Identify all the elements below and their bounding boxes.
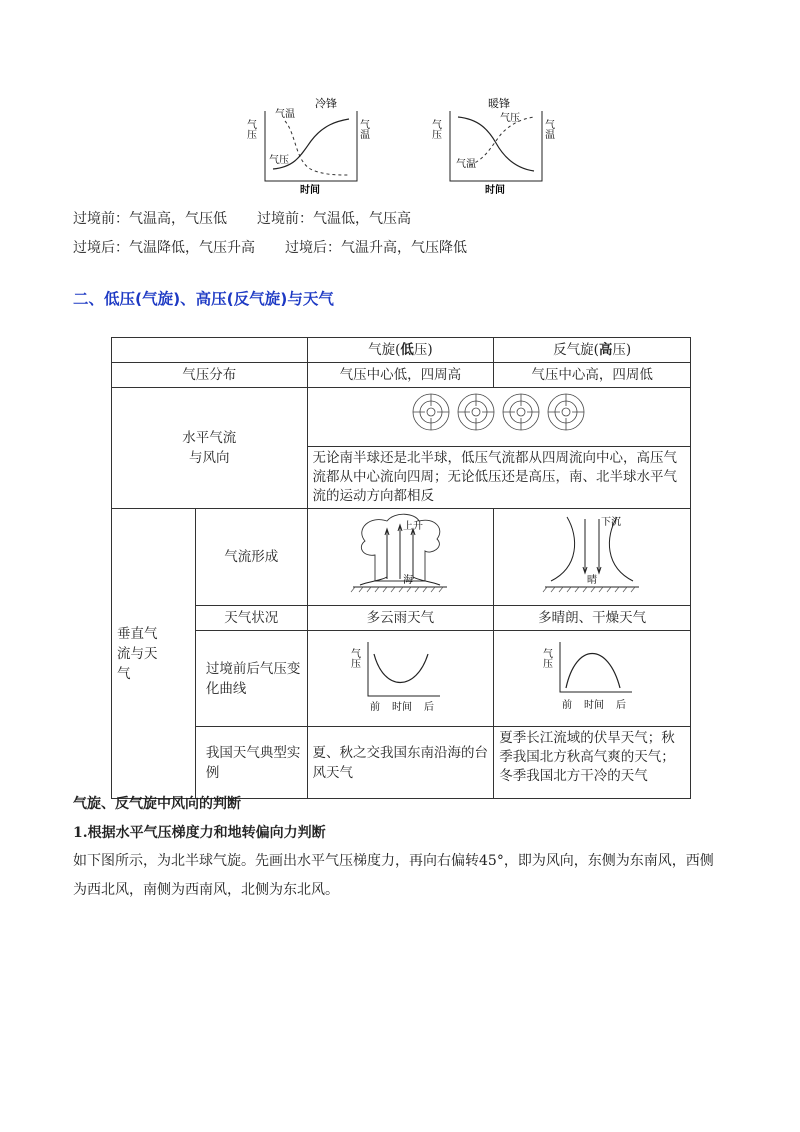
airflow-label: 气流形成 (195, 509, 307, 606)
downdraft-diagram (537, 511, 647, 597)
header-cyclone: 气旋(低压) (307, 338, 494, 363)
cloud-shape (362, 514, 440, 581)
warm-pressure-label: 气压 (500, 113, 520, 124)
curve-axis-cyclone: 气压 (348, 647, 360, 668)
anticyclone-pressure-curve (542, 636, 642, 716)
curve-label: 过境前后气压变化曲线 (195, 631, 307, 727)
judge-body-line-1: 如下图所示，为北半球气旋。先画出水平气压梯度力，再向右偏转45°，即为风向，东侧为东南风，西侧 (73, 853, 714, 869)
airflow-sea-text: 海 (403, 575, 414, 586)
horizontal-flow-text: 无论南半球还是北半球，低压气流都从四周流向中心，高压气流都从中心流向四周；无论低压还是高压，南、北半球水平气流的运动方向都相反 (307, 447, 690, 509)
example-anticyclone: 夏季长江流域的伏旱天气；秋季我国北方秋高气爽的天气；冬季我国北方干冷的天气 (494, 727, 691, 799)
passage-line-1b: 过境前：气温低，气压高 (257, 211, 411, 227)
curve-x-time: 时间 (392, 701, 413, 713)
vertical-label: 垂直气流与天气 (112, 509, 196, 799)
updraft-diagram (345, 511, 455, 597)
warm-temp-label: 气温 (456, 159, 476, 170)
row-pressure-anticyclone: 气压中心高，四周低 (494, 363, 691, 388)
row-pressure-label: 气压分布 (112, 363, 308, 388)
airflow-down-text: 下沉 (601, 517, 622, 528)
judge-title: 气旋、反气旋中风向的判断 (73, 796, 241, 812)
weather-cyclone: 多云雨天气 (307, 606, 494, 631)
horizontal-flow-diagram (409, 392, 589, 436)
cold-pressure-label: 气压 (269, 155, 289, 166)
curve-x-time-2: 时间 (584, 699, 605, 711)
example-label: 我国天气典型实例 (195, 727, 307, 799)
airflow-cyclone-cell (307, 509, 494, 606)
curve-axis-anticyclone: 气压 (540, 647, 552, 668)
airflow-clear-text: 晴 (587, 575, 598, 586)
cold-temp-label: 气温 (275, 109, 295, 120)
curve-x-before: 前 (370, 701, 381, 713)
warm-axes (450, 111, 542, 181)
section-title: 二、低压(气旋)、高压(反气旋)与天气 (73, 290, 334, 308)
cold-axes (265, 111, 357, 181)
warm-left-axis-label: 气压 (429, 119, 441, 139)
warm-front-title: 暖锋 (488, 97, 510, 110)
cold-front-title: 冷锋 (315, 97, 337, 110)
row-horizontal-label: 水平气流 与风向 (112, 388, 308, 509)
cyclone-comparison-table (111, 337, 691, 799)
curve-x-after: 后 (424, 701, 435, 713)
row-pressure-cyclone: 气压中心低，四周高 (307, 363, 494, 388)
curve-anticyclone-cell (494, 631, 691, 727)
weather-anticyclone: 多晴朗、干燥天气 (494, 606, 691, 631)
cold-x-label: 时间 (300, 185, 320, 196)
header-empty-cell (112, 338, 308, 363)
judge-body-line-2: 为西北风，南侧为西南风，北侧为东北风。 (73, 882, 339, 898)
weather-label: 天气状况 (195, 606, 307, 631)
cyclone-pressure-curve (350, 636, 450, 716)
cold-right-axis-label: 气温 (357, 119, 369, 139)
example-cyclone: 夏、秋之交我国东南沿海的台风天气 (307, 727, 494, 799)
curve-cyclone-cell (307, 631, 494, 727)
passage-line-1a: 过境前：气温高，气压低 (73, 211, 227, 227)
airflow-up-text: 上升 (403, 521, 424, 532)
warm-front-diagram (430, 95, 560, 195)
warm-x-label: 时间 (485, 185, 505, 196)
horizontal-flow-diagram-cell (307, 388, 690, 447)
cold-left-axis-label: 气压 (244, 119, 256, 139)
warm-right-axis-label: 气温 (542, 119, 554, 139)
header-anticyclone: 反气旋(高压) (494, 338, 691, 363)
cold-temp-curve (285, 121, 349, 175)
passage-line-2b: 过境后：气温升高，气压降低 (285, 240, 467, 256)
cold-front-diagram (245, 95, 375, 195)
judge-subtitle: 1.根据水平气压梯度力和地转偏向力判断 (73, 825, 326, 841)
curve-x-after-2: 后 (616, 699, 627, 711)
curve-x-before-2: 前 (562, 699, 573, 711)
airflow-anticyclone-cell (494, 509, 691, 606)
passage-line-2a: 过境后：气温降低，气压升高 (73, 240, 255, 256)
